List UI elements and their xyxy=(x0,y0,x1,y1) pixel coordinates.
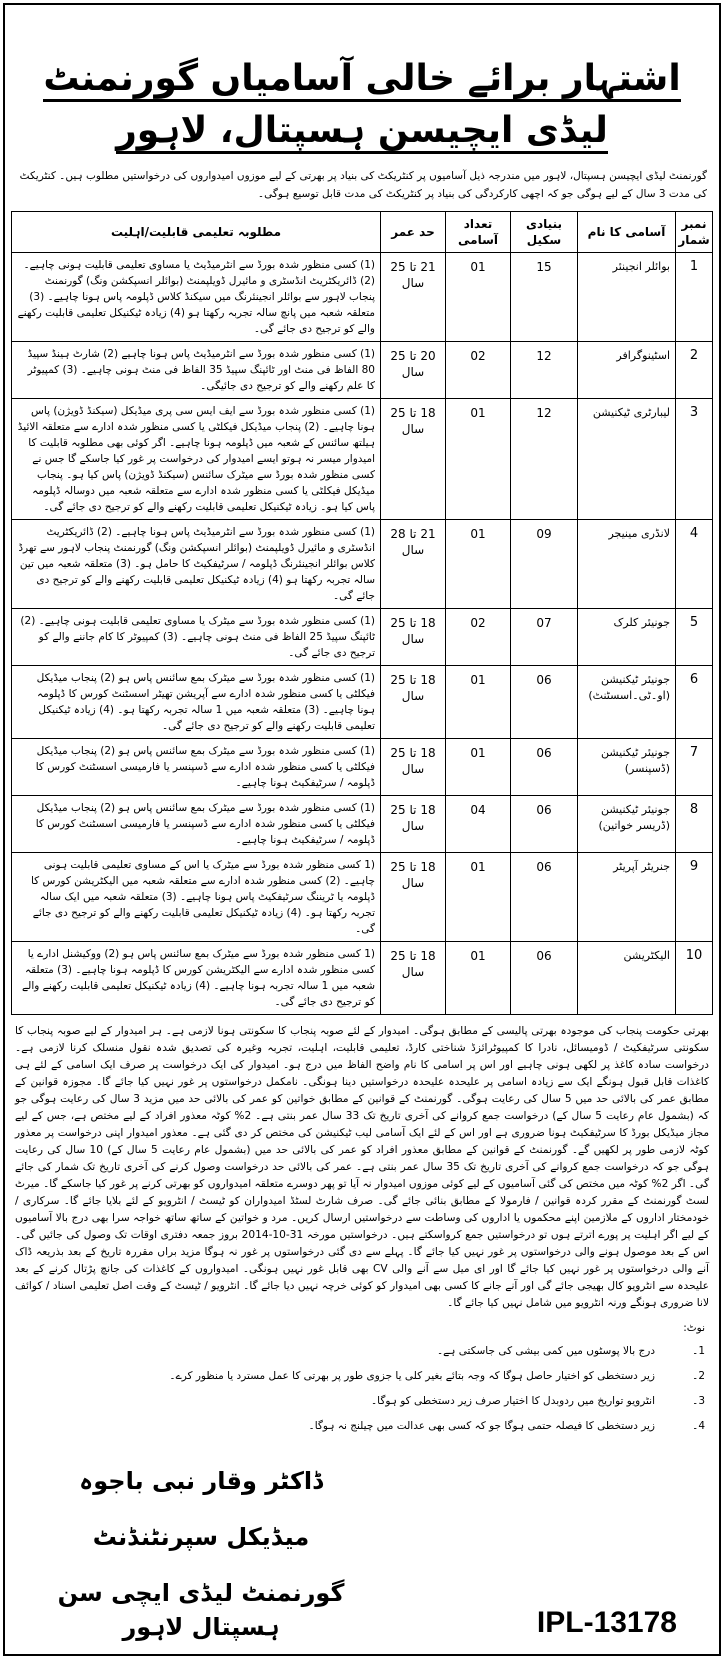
table-row xyxy=(12,520,713,609)
signatory-name: ڈاکٹر وقار نبی باجوہ xyxy=(79,1467,323,1495)
note-number: 2۔ xyxy=(692,1370,705,1382)
row-serial: 4 xyxy=(676,520,713,609)
table-row xyxy=(12,399,713,520)
table-header-row xyxy=(12,212,713,253)
row-post-name: لیبارٹری ٹیکنیشن xyxy=(578,399,676,520)
row-serial: 10 xyxy=(676,942,713,1015)
note-text: زیر دستخطی کا فیصلہ حتمی ہوگا جو کہ کسی بھی عدالت میں چیلنج نہ ہوگا۔ xyxy=(308,1420,655,1432)
table-row xyxy=(12,739,713,796)
row-count: 02 xyxy=(446,609,511,666)
row-qualification: (1) کسی منظور شدہ بورڈ سے میٹرک بمع سائنس پاس ہو (2) پنجاب میڈیکل فیکلٹی یا کسی منظور شدہ ادارے سے ڈسپنسر یا فارمیسی اسسٹنٹ کورس کا ڈپلومہ / سرٹیفکیٹ ہونا چاہیے۔ xyxy=(12,796,381,853)
row-scale: 06 xyxy=(511,796,578,853)
row-count: 04 xyxy=(446,796,511,853)
note-item xyxy=(15,1419,705,1434)
note-number: 3۔ xyxy=(692,1395,705,1407)
row-scale: 12 xyxy=(511,399,578,520)
row-age-limit: 18 تا 25 سال xyxy=(381,399,446,520)
row-count: 01 xyxy=(446,739,511,796)
ad-code: IPL-13178 xyxy=(536,1606,677,1639)
header-post: آسامی کا نام xyxy=(578,212,676,253)
row-serial: 1 xyxy=(676,253,713,342)
row-serial: 6 xyxy=(676,666,713,739)
note-number: 4۔ xyxy=(692,1420,705,1432)
notes-section xyxy=(15,1322,705,1444)
row-post-name: جنریٹر آپریٹر xyxy=(578,853,676,942)
row-post-name: جونیئر ٹیکنیشن (او۔ٹی۔اسسٹنٹ) xyxy=(578,666,676,739)
row-count: 01 xyxy=(446,520,511,609)
notes-heading: نوٹ: xyxy=(683,1322,705,1334)
row-age-limit: 18 تا 25 سال xyxy=(381,739,446,796)
row-qualification: (1 کسی منظور شدہ بورڈ سے میٹرک یا اس کے مساوی تعلیمی قابلیت ہونی چاہیے۔ (2) کسی منظور شدہ ادارے سے متعلقہ شعبہ میں الیکٹریشن کورس کا ڈپلومہ یا ٹریننگ سرٹیفکیٹ پاس ہونا چاہیے۔ (3) متعلقہ شعبہ میں ایک سالہ تجربہ رکھتا ہو۔ (4) زیادہ ٹیکنیکل تعلیمی قابلیت رکھنے والے کو ترجیح دی جائے گی۔ xyxy=(12,853,381,942)
row-qualification: (1) کسی منظور شدہ بورڈ سے ایف ایس سی پری میڈیکل (سیکنڈ ڈویژن) پاس ہونا چاہیے۔ (2) پنجاب میڈیکل فیکلٹی یا کسی منظور شدہ ادارے سے متعلقہ الائیڈ ہیلتھ سائنس کے شعبہ میں ڈپلومہ ہونا چاہیے۔ اگر کوئی بھی مطلوبہ قابلیت کا امیدوار میسر نہ ہوتو ایسے امیدوار کی درخواست پر غور کیا جاسکے گا جس نے کسی منظور شدہ بورڈ سے میٹرک سائنس (سیکنڈ ڈویژن) پاس کیا ہو۔ پنجاب میڈیکل فیکلٹی یا کسی منظور شدہ ادارے سے متعلقہ شعبہ میں دوسالہ ڈپلومہ پاس کیا ہو۔ زیادہ ٹیکنیکل تعلیمی قابلیت رکھنے والے کو ترجیح دی جائے گی۔ xyxy=(12,399,381,520)
row-age-limit: 18 تا 25 سال xyxy=(381,609,446,666)
row-qualification: (1) کسی منظور شدہ بورڈ سے میٹرک بمع سائنس پاس ہو (2) پنجاب میڈیکل فیکلٹی یا کسی منظور شدہ ادارے سے آپریشن تھیٹر اسسٹنٹ کورس کا ڈپلومہ ہونا چاہیے۔ (3) متعلقہ شعبہ میں 1 سالہ تجربہ رکھتا ہو۔ (4) زیادہ ٹیکنیکل تعلیمی قابلیت رکھنے والے کو ترجیح دی جائے گی۔ xyxy=(12,666,381,739)
note-item xyxy=(15,1394,705,1409)
row-scale: 06 xyxy=(511,666,578,739)
intro-paragraph: گورنمنٹ لیڈی ایچیسن ہسپتال، لاہور میں مندرجہ ذیل آسامیوں پر کنٹریکٹ کی بنیاد پر بھرتی کے لیے موزوں امیدواروں کی درخواستیں مطلوب ہیں۔ کنٹریکٹ کی مدت 3 سال کے لیے ہوگی جو کہ اچھی کارکردگی کی بنیاد پر کنٹریکٹ کی مدت قابل توسیع ہوگی۔ xyxy=(19,170,707,200)
row-age-limit: 21 تا 25 سال xyxy=(381,253,446,342)
row-serial: 5 xyxy=(676,609,713,666)
row-count: 01 xyxy=(446,666,511,739)
terms-paragraph: بھرتی حکومت پنجاب کی موجودہ بھرتی پالیسی کے مطابق ہوگی۔ امیدوار کے لئے صوبہ پنجاب کا سکونتی ہونا لازمی ہے۔ ہر امیدوار کے لیے صوبہ پنجاب کا سکونتی سرٹیفکیٹ / ڈومیسائل، نادرا کا کمپیوٹرائزڈ شناختی کارڈ، تعلیمی قابلیت، اہلیت، تجربہ وغیرہ کی تصدیق شدہ نقول منسلک کرنا لازمی ہے۔ درخواست سادہ کاغذ پر لکھی ہونی چاہیے اور اس پر اسامی کا نام واضح الفاظ میں درج ہو۔ امیدوار کی ایک درخواست پر صرف ایک اسامی کے لئے ہی کاغذات قابل قبول ہونگے ایک سے زیادہ اسامی پر علیحدہ علیحدہ درخواستیں دینا ہونگی۔ نامکمل درخواستوں پر غور نہیں کیا جائے گا۔ مجوزہ قوانین کے مطابق عمر کی بالائی حد میں 5 سال کی رعایت ہوگی۔ گورنمنٹ کے قوانین کے مطابق خواتین کو عمر کی بالائی حد میں مزید 3 سال کی رعایت ہوگی جو کہ (بشمول عام رعایت 5 سال کے) درخواست جمع کروانے کی آخری تاریخ تک 33 سال عمر بنتی ہے۔ 2% کوٹہ معذور افراد کے لیے مختص ہے، جس کے لیے مجاز میڈیکل بورڈ کا سرٹیفکیٹ ہونا ضروری ہے اور اس کے لئے ایک آسامی لیب ٹیکنیشن کی مختص کر دی گئی ہے۔ معذور امیدوار اپنی درخواست پر معذور کوٹہ لازمی طور پر لکھیں گے۔ گورنمنٹ کے قوانین کے مطابق معذور افراد کو عمر کی بالائی حد میں (بشمول عام رعایت 5 سال کے) 10 سال کی رعایت ہوگی جو کہ درخواست جمع کروانے کی آخری تاریخ تک 35 سال عمر بنتی ہے۔ عمر کی بالائی حد درخواست وصول کرنے کی آخری تاریخ تک شمار کی جائے گی۔ اگر 2% کوٹہ میں مختص کی گئی آسامیوں کے لیے کوئی موزوں امیدوار نہ آیا تو پھر دوسرے متعلقہ امیدواروں کو بھرتی کرنے پر غور کیا جاسکے گا۔ میرٹ لسٹ گورنمنٹ کے مقرر کردہ قوانین / فارمولا کے مطابق بنائی جائے گی۔ صرف شارٹ لسٹڈ امیدواران کو ٹیسٹ / انٹرویو کے لئے بلایا جائے گا۔ سرکاری / خودمختار اداروں کے ملازمین اپنے محکموں یا اداروں کی وساطت سے درخواستیں ارسال کریں۔ مرد و خواتین کے ساتھ ساتھ خواجہ سرا بھی درج بالا آسامیوں کے لیے اگر اہلیت پر پورے اترتے ہوں تو درخواستیں جمع کرواسکتے ہیں۔ درخواستیں مورخہ 31-10-2014 بروز جمعہ دفتری اوقات تک وصول کی جائیں گی۔ اس کے بعد موصول ہونے والی درخواستوں پر غور نہیں کیا جائے گا۔ پہلے سے دی گئی درخواستوں پر غور نہ ہوگا مزید براں مقررہ تاریخ کے بعد بذریعہ ڈاک آنے والی درخواستوں پر غور نہیں کیا جائے گا اور ای میل سے آنے والی CV بھی قابل غور نہیں ہونگی۔ امیدواروں کے کاغذات کی جانچ پڑتال کرنے کے بعد علیحدہ سے انٹرویو کال بھیجی جائے گی اور آنے جانے کا کسی بھی امیدوار کو کوئی خرچہ نہیں دیا جائے گا۔ انٹرویو / ٹیسٹ کے وقت اصل تعلیمی اسناد / کوائف لانا ضروری ہونگے ورنہ انٹرویو میں شامل نہیں کیا جائے گا۔ xyxy=(15,1025,710,1309)
signature-block xyxy=(11,1464,391,1644)
note-text: درج بالا پوسٹوں میں کمی بیشی کی جاسکتی ہے۔ xyxy=(436,1345,655,1357)
row-qualification: (1) کسی منظور شدہ بورڈ سے انٹرمیڈیٹ یا مساوی تعلیمی قابلیت ہونی چاہیے۔ (2) ڈائریکٹریٹ انڈسٹری و مائیرل ڈویلپمنٹ (بوائلر انسپکشن ونگ) گورنمنٹ پنجاب لاہور سے بوائلر انجینئرنگ میں سیکنڈ کلاس ڈپلومہ پاس ہونا چاہیے۔ (3) متعلقہ شعبہ میں پانچ سالہ تجربہ رکھتا ہو (4) زیادہ ٹیکنیکل تعلیمی قابلیت رکھنے والے کو ترجیح دی جائے گی۔ xyxy=(12,253,381,342)
row-post-name: الیکٹریشن xyxy=(578,942,676,1015)
header-age: حد عمر xyxy=(381,212,446,253)
row-qualification: (1) کسی منظور شدہ بورڈ سے انٹرمیڈیٹ پاس ہونا چاہیے۔ (2) ڈائریکٹریٹ انڈسٹری و مائیرل ڈویلپمنٹ (بوائلر انسپکشن ونگ) گورنمنٹ پنجاب لاہور سے تھرڈ کلاس بوائلر انجینئرنگ ڈپلومہ / سرٹیفکیٹ کا حامل ہو۔ (3) متعلقہ شعبہ میں تین سالہ تجربہ رکھتا ہو (4) زیادہ ٹیکنیکل تعلیمی قابلیت رکھنے والے کو ترجیح دی جائے گی۔ xyxy=(12,520,381,609)
row-qualification: (1) کسی منظور شدہ بورڈ سے میٹرک یا مساوی تعلیمی قابلیت ہونی چاہیے۔ (2) ٹائپنگ سپیڈ 25 الفاظ فی منٹ ہونی چاہیے۔ (3) کمپیوٹر کا کام جاننے والے کو ترجیح دی جائے گی۔ xyxy=(12,609,381,666)
note-item xyxy=(15,1369,705,1384)
row-scale: 06 xyxy=(511,853,578,942)
note-item xyxy=(15,1344,705,1359)
header-count: تعداد آسامی xyxy=(446,212,511,253)
ad-title xyxy=(15,53,709,157)
row-age-limit: 18 تا 25 سال xyxy=(381,796,446,853)
note-text: زیر دستخطی کو اختیار حاصل ہوگا کہ وجہ بتائے بغیر کلی یا جزوی طور پر بھرتی کا عمل مسترد یا منظور کرے۔ xyxy=(169,1370,655,1382)
row-serial: 8 xyxy=(676,796,713,853)
row-post-name: جونیئر ٹیکنیشن (ڈسپنسر) xyxy=(578,739,676,796)
row-qualification: (1 کسی منظور شدہ بورڈ سے میٹرک بمع سائنس پاس ہو (2) ووکیشنل ادارے یا کسی منظور شدہ ادارے سے الیکٹریشن کورس کا ڈپلومہ ہونا چاہیے۔ (3) متعلقہ شعبہ میں 1 سالہ تجربہ ہونا چاہیے۔ (4) زیادہ ٹیکنیکل تعلیمی قابلیت رکھنے والے کو ترجیح دی جائے گی۔ xyxy=(12,942,381,1015)
header-serial: نمبر شمار xyxy=(676,212,713,253)
table-row xyxy=(12,942,713,1015)
row-qualification: (1) کسی منظور شدہ بورڈ سے میٹرک بمع سائنس پاس ہو (2) پنجاب میڈیکل فیکلٹی یا کسی منظور شدہ ادارے سے ڈسپنسر یا فارمیسی اسسٹنٹ کورس کا ڈپلومہ / سرٹیفکیٹ ہونا چاہیے۔ xyxy=(12,739,381,796)
row-scale: 15 xyxy=(511,253,578,342)
table-row xyxy=(12,796,713,853)
row-age-limit: 21 تا 28 سال xyxy=(381,520,446,609)
row-age-limit: 18 تا 25 سال xyxy=(381,853,446,942)
ad-title-text: اشتہار برائے خالی آسامیاں گورنمنٹ لیڈی ایچیسن ہسپتال، لاہور xyxy=(43,58,680,154)
table-row xyxy=(12,853,713,942)
footer-area xyxy=(11,1444,713,1644)
row-count: 01 xyxy=(446,399,511,520)
row-serial: 2 xyxy=(676,342,713,399)
note-number: 1۔ xyxy=(692,1345,705,1357)
header-qualification: مطلوبہ تعلیمی قابلیت/اہلیت xyxy=(12,212,381,253)
row-post-name: لانڈری مینیجر xyxy=(578,520,676,609)
row-serial: 9 xyxy=(676,853,713,942)
row-count: 01 xyxy=(446,853,511,942)
row-count: 01 xyxy=(446,942,511,1015)
row-count: 01 xyxy=(446,253,511,342)
row-post-name: جونیئر ٹیکنیشن (ڈریسر خواتین) xyxy=(578,796,676,853)
table-row xyxy=(12,253,713,342)
row-scale: 07 xyxy=(511,609,578,666)
row-post-name: اسٹینوگرافر xyxy=(578,342,676,399)
row-serial: 3 xyxy=(676,399,713,520)
row-scale: 09 xyxy=(511,520,578,609)
row-age-limit: 18 تا 25 سال xyxy=(381,666,446,739)
vacancies-table xyxy=(11,211,713,1015)
table-row xyxy=(12,342,713,399)
row-scale: 12 xyxy=(511,342,578,399)
header-scale: بنیادی سکیل xyxy=(511,212,578,253)
table-row xyxy=(12,666,713,739)
row-qualification: (1) کسی منظور شدہ بورڈ سے انٹرمیڈیٹ پاس ہونا چاہیے (2) شارٹ ہینڈ سپیڈ 80 الفاظ فی منٹ اور ٹائپنگ سپیڈ 35 الفاظ فی منٹ ہونی چاہیے۔ (3) کمپیوٹر کا علم رکھنے والے کو ترجیح دی جائیگی۔ xyxy=(12,342,381,399)
row-serial: 7 xyxy=(676,739,713,796)
row-post-name: جونیئر کلرک xyxy=(578,609,676,666)
row-post-name: بوائلر انجینئر xyxy=(578,253,676,342)
table-row xyxy=(12,609,713,666)
row-scale: 06 xyxy=(511,739,578,796)
row-age-limit: 20 تا 25 سال xyxy=(381,342,446,399)
note-text: انٹرویو تواریخ میں ردوبدل کا اختیار صرف زیر دستخطی کو ہوگا۔ xyxy=(370,1395,655,1407)
ad-border xyxy=(3,3,721,1656)
row-age-limit: 18 تا 25 سال xyxy=(381,942,446,1015)
signatory-office: گورنمنٹ لیڈی ایچی سن ہسپتال لاہور xyxy=(57,1579,345,1641)
row-scale: 06 xyxy=(511,942,578,1015)
signatory-designation: میڈیکل سپرنٹنڈنٹ xyxy=(92,1523,310,1551)
row-count: 02 xyxy=(446,342,511,399)
